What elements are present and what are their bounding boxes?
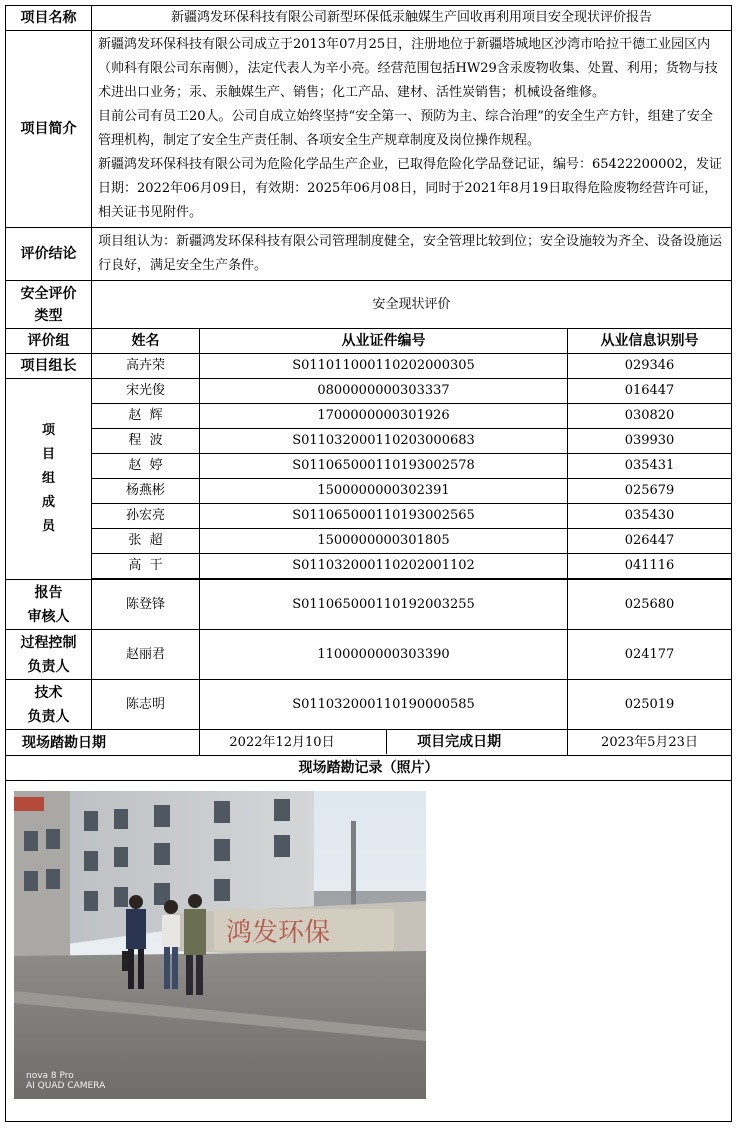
intro-label: 项目简介 — [6, 31, 92, 228]
member-cert: S011032000110202001102 — [200, 554, 568, 579]
member-id: 041116 — [568, 554, 732, 579]
member-row — [6, 504, 732, 529]
conclusion-text: 项目组认为：新疆鸿发环保科技有限公司管理制度健全，安全管理比较到位；安全设施较为齐全、设备设施运行良好，满足安全生产条件。 — [92, 228, 732, 281]
member-cert: 1500000000301805 — [200, 529, 568, 554]
tech-label — [6, 680, 92, 730]
process-label-line1: 过程控制 — [20, 634, 77, 651]
site-photo — [14, 791, 426, 1099]
photo-section-title: 现场踏勘记录（照片） — [6, 756, 732, 781]
project-info-table — [5, 5, 732, 1122]
team-header-row — [6, 329, 732, 354]
member-id: 025679 — [568, 479, 732, 504]
members-label-char: 成 — [41, 495, 55, 510]
tech-label-line2: 负责人 — [27, 708, 70, 725]
done-date-label: 项目完成日期 — [386, 730, 527, 754]
watermark-line1: nova 8 Pro — [26, 1071, 74, 1081]
intro-paragraph: 新疆鸿发环保科技有限公司为危险化学品生产企业，已取得危险化学品登记证，编号：65422200002，发证日期：2022年06月09日，有效期：2025年06月08日，同时于2021年8月19日取得危险废物经营许可证，相关证书见附件。 — [98, 157, 722, 220]
site-date-label: 现场踏勘日期 — [6, 730, 200, 756]
conclusion-row — [6, 228, 732, 281]
project-name-value: 新疆鸿发环保科技有限公司新型环保低汞触媒生产回收再利用项目安全现状评价报告 — [92, 6, 732, 31]
leader-label: 项目组长 — [6, 354, 92, 379]
reviewer-label-line1: 报告 — [34, 584, 63, 601]
member-name: 程 波 — [92, 429, 200, 454]
process-label-line2: 负责人 — [27, 658, 70, 675]
eval-type-label-line2: 类型 — [34, 307, 63, 324]
site-date-value — [200, 730, 568, 756]
tech-id: 025019 — [568, 680, 732, 730]
leader-id: 029346 — [568, 354, 732, 379]
photo-cell — [6, 781, 732, 1122]
reviewer-label-line2: 审核人 — [27, 608, 70, 625]
team-id-header: 从业信息识别号 — [568, 329, 732, 354]
leader-cert: S011011000110202000305 — [200, 354, 568, 379]
camera-watermark — [26, 1071, 105, 1091]
site-photo-image — [14, 791, 426, 1099]
member-row — [6, 479, 732, 504]
report-document — [5, 5, 731, 1122]
member-cert: 0800000000303337 — [200, 379, 568, 404]
photo-title-row — [6, 756, 732, 781]
team-group-header: 评价组 — [6, 329, 92, 354]
reviewer-name: 陈登锋 — [92, 580, 200, 630]
members-label-char: 项 — [41, 423, 55, 438]
member-cert: S011032000110203000683 — [200, 429, 568, 454]
eval-type-row — [6, 281, 732, 329]
tech-name: 陈志明 — [92, 680, 200, 730]
member-cert: S011065000110193002578 — [200, 454, 568, 479]
members-label-char: 组 — [41, 471, 55, 486]
member-row — [6, 529, 732, 554]
reviewer-row — [6, 580, 732, 630]
intro-paragraph: 目前公司有员工20人。公司自成立始终坚持“安全第一、预防为主、综合治理”的安全生产方针，组建了安全管理机构，制定了安全生产责任制、各项安全生产规章制度及岗位操作规程。 — [98, 109, 713, 148]
process-id: 024177 — [568, 630, 732, 680]
member-cert: S011065000110193002565 — [200, 504, 568, 529]
reviewer-id: 025680 — [568, 580, 732, 630]
member-cert: 1500000000302391 — [200, 479, 568, 504]
member-row — [6, 554, 732, 579]
process-cert: 1100000000303390 — [200, 630, 568, 680]
project-name-row — [6, 6, 732, 31]
watermark-line2: AI QUAD CAMERA — [26, 1081, 106, 1091]
intro-row — [6, 31, 732, 228]
eval-type-label-line1: 安全评价 — [20, 285, 77, 302]
member-name: 高 干 — [92, 554, 200, 579]
process-label — [6, 630, 92, 680]
member-id: 039930 — [568, 429, 732, 454]
member-cert: 1700000000301926 — [200, 404, 568, 429]
member-id: 035431 — [568, 454, 732, 479]
member-row — [6, 379, 732, 404]
leader-name: 高卉荣 — [92, 354, 200, 379]
member-name: 张 超 — [92, 529, 200, 554]
eval-type-label — [6, 281, 92, 329]
team-name-header: 姓名 — [92, 329, 200, 354]
intro-text — [92, 31, 732, 228]
member-name: 赵 辉 — [92, 404, 200, 429]
member-row — [6, 404, 732, 429]
members-label-char: 员 — [41, 519, 55, 534]
reviewer-label — [6, 580, 92, 630]
member-name: 宋光俊 — [92, 379, 200, 404]
process-row — [6, 630, 732, 680]
reviewer-cert: S011065000110192003255 — [200, 580, 568, 630]
tech-row — [6, 680, 732, 730]
member-id: 026447 — [568, 529, 732, 554]
member-name: 赵 婷 — [92, 454, 200, 479]
photo-row — [6, 781, 732, 1122]
leader-row — [6, 354, 732, 379]
intro-paragraph: 新疆鸿发环保科技有限公司成立于2013年07月25日，注册地位于新疆塔城地区沙湾市哈拉干德工业园区内（帅科有限公司东南侧），法定代表人为辛小亮。经营范围包括HW29含汞废物收集、处置、利用；货物与技术进出口业务；汞、汞触媒生产、销售；化工产品、建材、活性炭销售；机械设备维修。 — [98, 37, 718, 100]
dates-row — [6, 730, 732, 756]
member-id: 030820 — [568, 404, 732, 429]
tech-cert: S011032000110190000585 — [200, 680, 568, 730]
member-id: 035430 — [568, 504, 732, 529]
conclusion-label: 评价结论 — [6, 228, 92, 281]
company-sign-text: 鸿发环保 — [226, 918, 331, 948]
members-label — [6, 379, 92, 580]
done-date-value: 2023年5月23日 — [568, 730, 732, 756]
member-name: 孙宏亮 — [92, 504, 200, 529]
eval-type-value: 安全现状评价 — [92, 281, 732, 329]
member-name: 杨燕彬 — [92, 479, 200, 504]
member-row — [6, 429, 732, 454]
member-row — [6, 454, 732, 479]
site-date-text: 2022年12月10日 — [229, 735, 335, 750]
member-id: 016447 — [568, 379, 732, 404]
project-name-label: 项目名称 — [6, 6, 92, 31]
members-label-char: 目 — [41, 447, 55, 462]
team-cert-header: 从业证件编号 — [200, 329, 568, 354]
tech-label-line1: 技术 — [34, 684, 63, 701]
process-name: 赵丽君 — [92, 630, 200, 680]
